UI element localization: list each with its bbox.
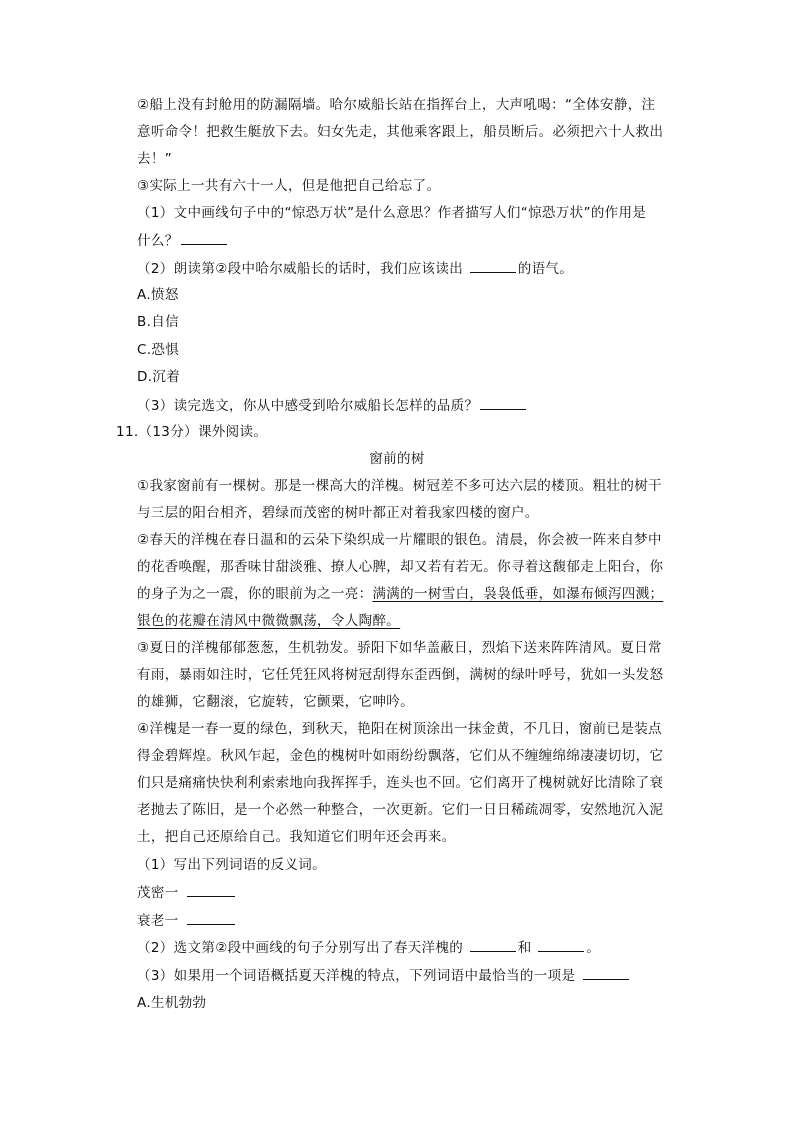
passage-p2-line-3: [137, 584, 663, 604]
paragraph-2-line-3: 去！”: [137, 151, 173, 167]
question-1-text: 什么？: [137, 233, 179, 249]
passage-p2-line-4: [137, 611, 400, 631]
passage-p4-line-4: 老抛去了陈旧，是一个必然一种整合，一次更新。它们一日日稀疏凋零，安然地沉入泥: [137, 802, 664, 818]
question-2-text-a: （2）朗读第②段中哈尔威船长的话时，我们应该读出: [137, 261, 468, 277]
passage-p2-text: 的身子为之一震，你的眼前为之一亮：: [137, 586, 373, 602]
antonym-2-word: 衰老一: [137, 913, 179, 929]
option-a: A.生机勃勃: [137, 995, 207, 1011]
answer-blank: [181, 230, 227, 245]
option-d: D.沉着: [137, 369, 181, 385]
passage-p3-line-1: ③夏日的洋槐郁郁葱葱，生机勃发。骄阳下如华盖蔽日，烈焰下送来阵阵清风。夏日常: [137, 640, 662, 656]
answer-blank: [470, 258, 516, 273]
passage-p3-line-3: 的雄狮，它翻滚，它旋转，它颤栗，它呻吟。: [137, 694, 414, 710]
question-2-text-b: 的语气。: [517, 261, 574, 277]
paragraph-2-line-1: ②船上没有封舱用的防漏隔墙。哈尔威船长站在指挥台上，大声吼喝：“全体安静，注: [137, 97, 656, 113]
underlined-sentence: 银色的花瓣在清风中微微飘荡，令人陶醉。: [137, 613, 401, 629]
sub-question-3: [137, 965, 631, 986]
passage-p3-line-2: 有雨，暴雨如注时，它任凭狂风将树冠刮得东歪西倒，满树的绿叶呼号，犹如一头发怒: [137, 667, 664, 683]
paragraph-3: ③实际上一共有六十一人，但是他把自己给忘了。: [137, 178, 441, 194]
antonym-2: [137, 910, 237, 931]
sub-question-3-text: （3）如果用一个词语概括夏天洋槐的特点，下列词语中最恰当的一项是: [137, 968, 576, 984]
paragraph-2-line-2: 意听命令！把救生艇放下去。妇女先走，其他乘客跟上，船员断后。必须把六十人救出: [137, 124, 664, 140]
sub-question-2: [137, 937, 600, 958]
answer-blank: [538, 937, 584, 952]
sub-question-2-text-c: 。: [586, 940, 601, 956]
question-3: [137, 395, 528, 416]
answer-blank: [480, 395, 526, 410]
antonym-1: [137, 882, 237, 903]
underlined-sentence: 满满的一树雪白，袅袅低垂，如瀑布倾泻四溅；: [372, 586, 664, 602]
antonym-1-word: 茂密一: [137, 885, 179, 901]
option-a: A.愤怒: [137, 287, 179, 303]
answer-blank: [583, 965, 629, 980]
question-3-text: （3）读完选文，你从中感受到哈尔威船长怎样的品质？: [137, 398, 479, 414]
question-1-line-1: （1）文中画线句子中的“惊恐万状”是什么意思？作者描写人们“惊恐万状”的作用是: [137, 205, 647, 221]
passage-p2-line-1: ②春天的洋槐在春日温和的云朵下染织成一片耀眼的银色。清晨，你会被一阵来自梦中: [137, 532, 662, 548]
passage-p2-line-2: 的花香唤醒，那香味甘甜淡雅、撩人心脾，却又若有若无。你寻着这馥郁走上阳台，你: [137, 559, 664, 575]
question-2: [137, 258, 573, 279]
sub-question-2-text-b: 和: [517, 940, 537, 956]
passage-p1-line-2: 与三层的阳台相齐，碧绿而茂密的树叶都正对着我家四楼的窗户。: [137, 505, 539, 521]
sub-question-1: （1）写出下列词语的反义词。: [137, 857, 326, 873]
passage-p4-line-1: ④洋槐是一春一夏的绿色，到秋天，艳阳在树顶涂出一抹金黄，不几日，窗前已是装点: [137, 721, 662, 737]
passage-p4-line-5: 土，把自己还原给自己。我知道它们明年还会再来。: [137, 829, 456, 845]
option-b: B.自信: [137, 314, 179, 330]
sub-question-2-text-a: （2）选文第②段中画线的句子分别写出了春天洋槐的: [137, 940, 468, 956]
answer-blank: [187, 882, 235, 897]
passage-p4-line-2: 得金碧辉煌。秋风乍起，金色的槐树叶如雨纷纷飘落，它们从不缠缠绵绵凄凄切切，它: [137, 748, 664, 764]
question-1-line-2: [137, 230, 229, 251]
answer-blank: [187, 910, 235, 925]
question-11-heading: 11.（13分）课外阅读。: [116, 424, 268, 440]
passage-p1-line-1: ①我家窗前有一棵树。那是一棵高大的洋槐。树冠差不多可达六层的楼顶。粗壮的树干: [137, 478, 662, 494]
passage-title: 窗前的树: [369, 451, 425, 467]
passage-p4-line-3: 们只是痛痛快快利利索索地向我挥挥手，连头也不回。它们离开了槐树就好比清除了衰: [137, 775, 664, 791]
answer-blank: [470, 937, 516, 952]
option-c: C.恐惧: [137, 342, 180, 358]
